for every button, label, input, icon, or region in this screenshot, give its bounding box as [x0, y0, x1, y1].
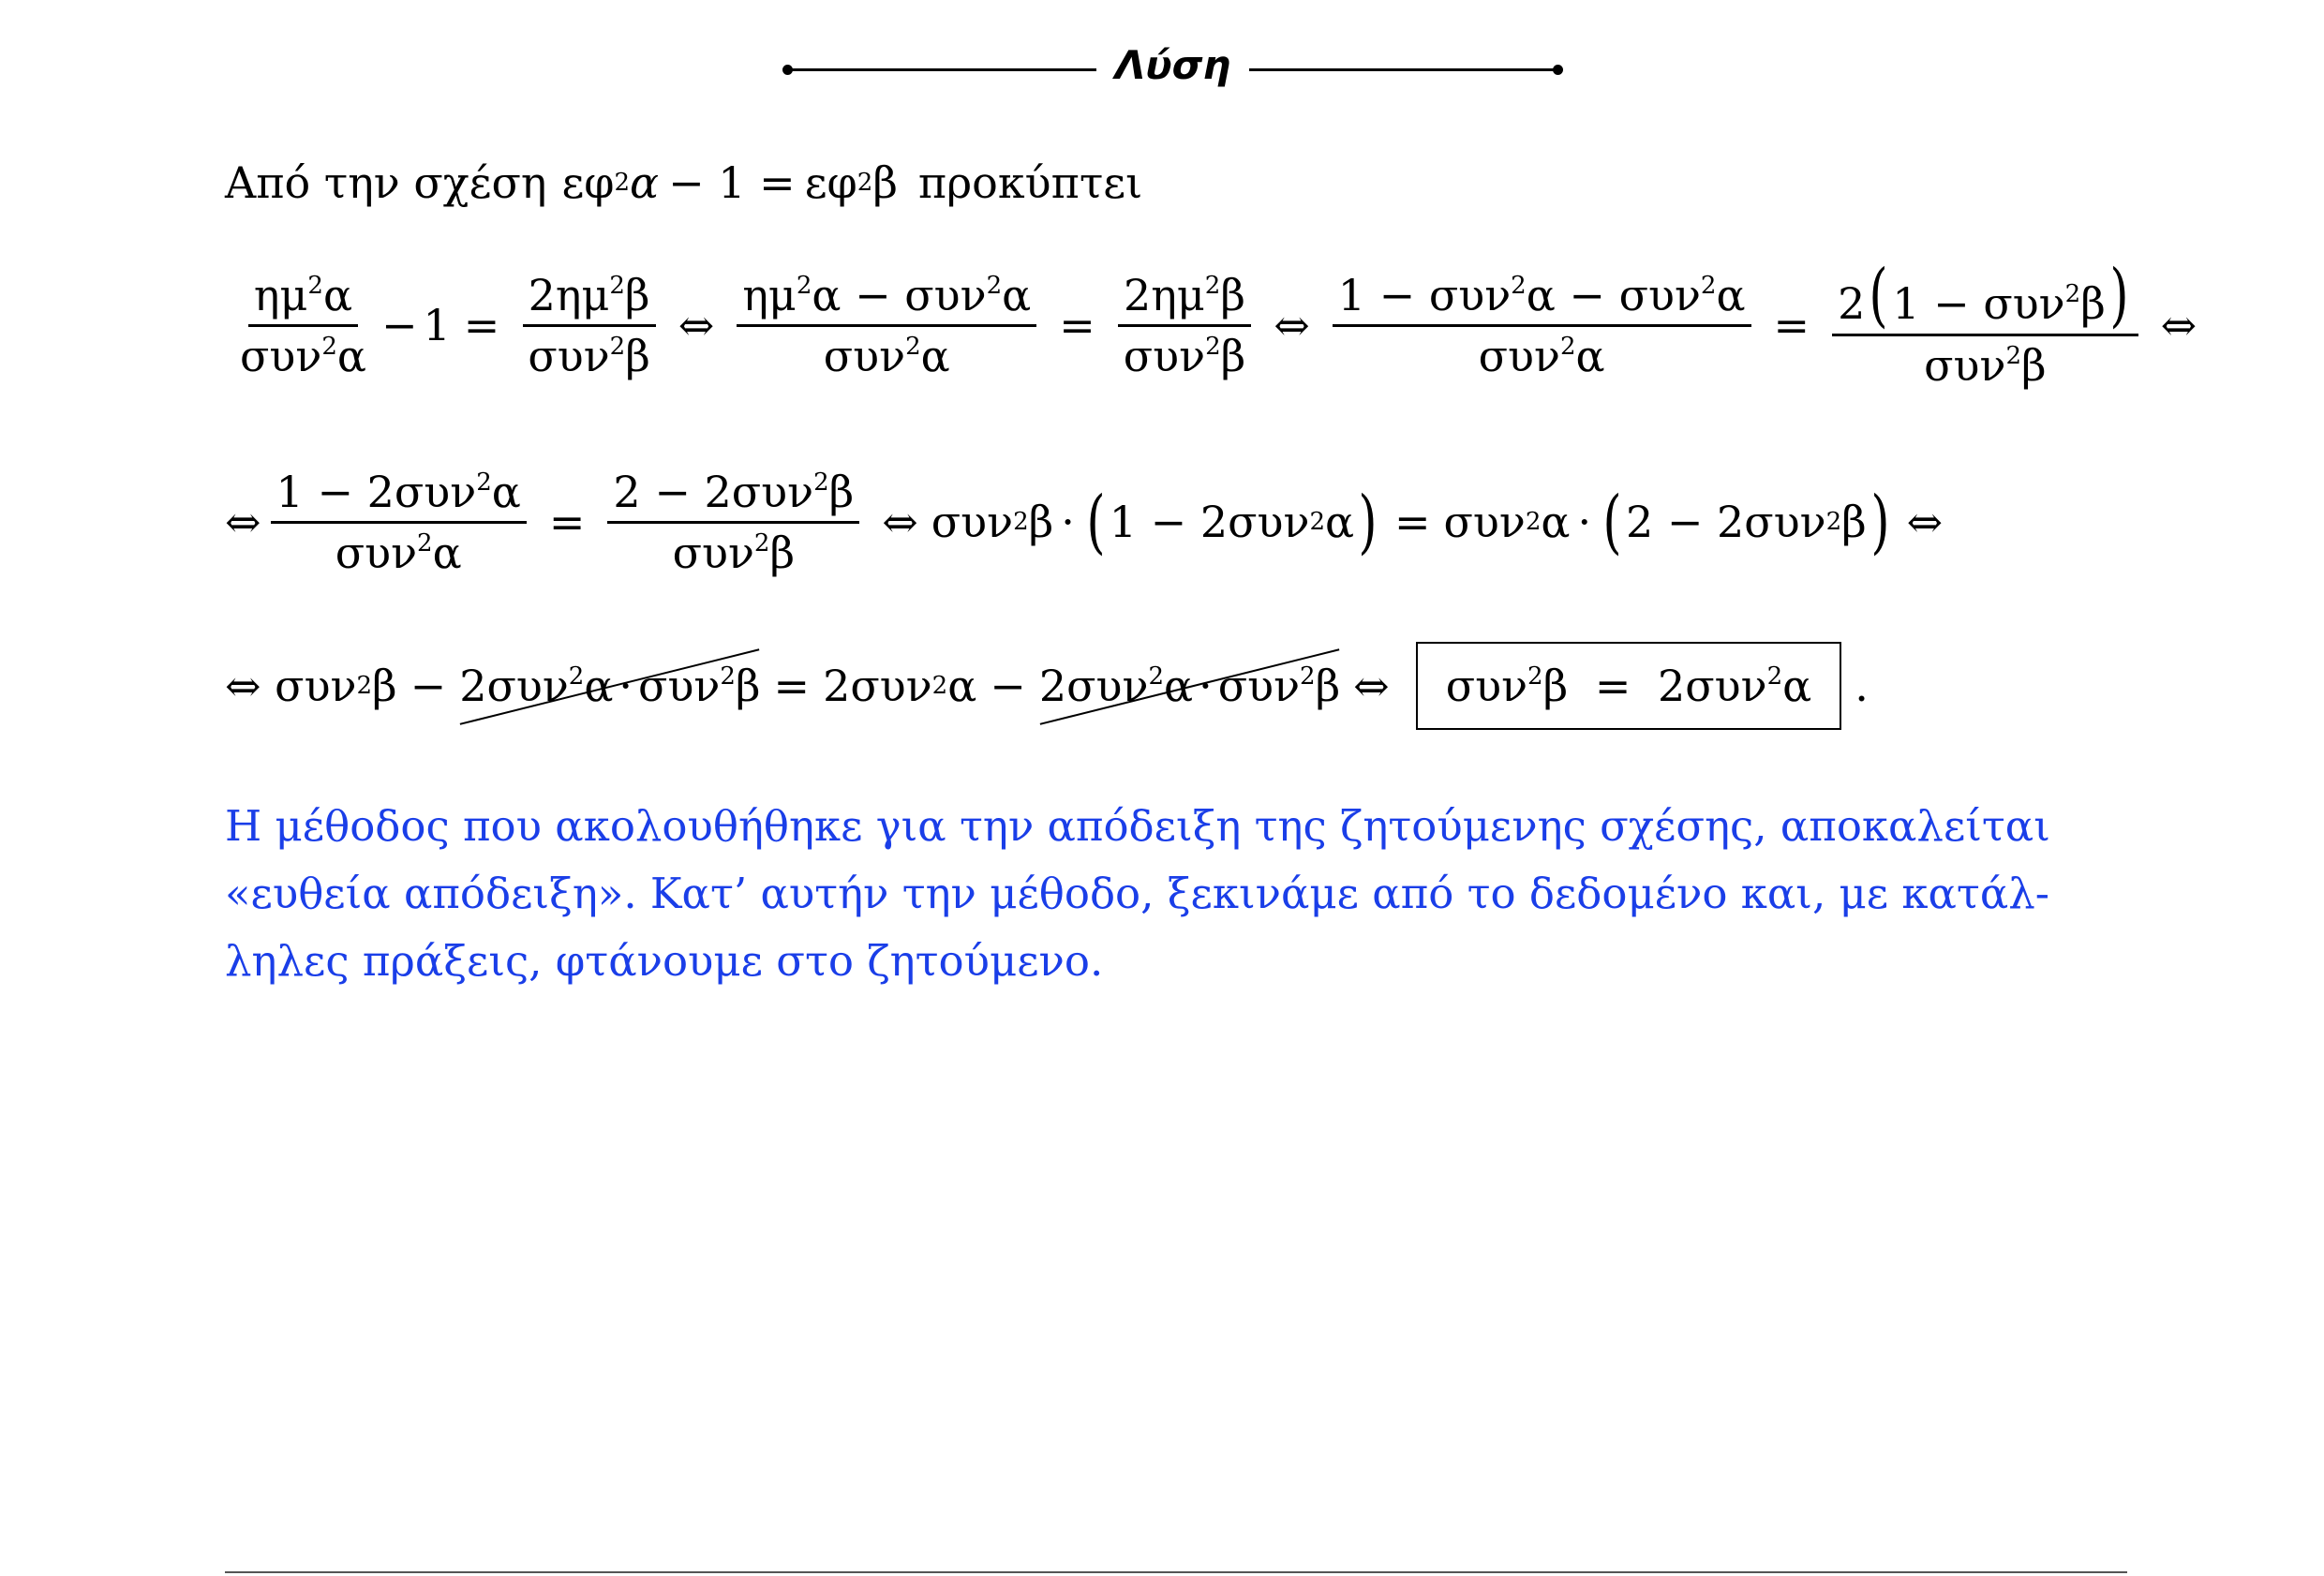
intro-line: Από την σχέση εφ 2 α − 1 = εφ 2 β προκύπτει [225, 157, 1143, 208]
cancelled-term: 2συν$^2$α · συν$^2$β [459, 661, 761, 711]
header-rule-left [787, 68, 1096, 71]
footer-rule [225, 1571, 2127, 1573]
iff-symbol: ⇔ [1353, 661, 1390, 711]
iff-symbol: ⇔ [1274, 300, 1310, 350]
fraction: $\frac{2\eta\mu^2\beta}{\sigma\upsilon\nu^2\beta}$ [522, 270, 655, 381]
boxed-result: συν$^2$β = 2συν$^2$α [1416, 642, 1842, 730]
equation-line-2: ⇔ $\frac{1 - 2\sigma\upsilon\nu^2\alpha}{\sigma\upsilon\nu^2\alpha}$ = $\frac{2 - 2\sigma\upsilon\nu^2\beta}{\sigma\upsilon\nu^2\beta}$ ⇔ συν 2 β · ( 1 − 2 συν 2 α ) = συν 2 α · ( 2 − 2 συν 2 β ) ⇔ [225, 466, 1944, 578]
equation-line-3: ⇔ συν 2 β − 2συν$^2$α · συν$^2$β = 2 συν 2 α − 2συν$^2$α · συν$^2$β ⇔ συν$^2$β = 2συν$^2$α . [225, 647, 1869, 725]
equation-line-1: $\frac{\eta\mu^2\alpha}{\sigma\upsilon\nu^2\alpha}$ − 1 = $\frac{2\eta\mu^2\beta}{\sigma\upsilon\nu^2\beta}$ ⇔ $\frac{\eta\mu^2\alpha - \sigma\upsilon\nu^2\alpha}{\sigma\upsilon\nu^2\alpha}$ = $\frac{2\eta\mu^2\beta}{\sigma\upsilon\nu^2\beta}$ ⇔ $\frac{1 - \sigma\upsilon\nu^2\alpha - \sigma\upsilon\nu^2\alpha}{\sigma\upsilon\nu^2\alpha}$ = $\frac{2(1 - \sigma\upsilon\nu^2\beta)}{\sigma\upsilon\nu^2\beta}$ ⇔ [225, 255, 2210, 395]
fraction: $\frac{2(1 - \sigma\upsilon\nu^2\beta)}{\sigma\upsilon\nu^2\beta}$ [1832, 260, 2138, 391]
fraction: $\frac{\eta\mu^2\alpha - \sigma\upsilon\nu^2\alpha}{\sigma\upsilon\nu^2\alpha}$ [737, 270, 1036, 381]
paragraph-line: Η μέθοδος που ακολουθήθηκε για την απόδειξη της ζητούμενης σχέσης, αποκαλείται [225, 801, 2050, 851]
iff-symbol: ⇔ [882, 497, 918, 547]
fraction: $\frac{\eta\mu^2\alpha}{\sigma\upsilon\nu^2\alpha}$ [240, 269, 366, 381]
header-rule-right [1249, 68, 1558, 71]
fraction: $\frac{1 - 2\sigma\upsilon\nu^2\alpha}{\sigma\upsilon\nu^2\alpha}$ [271, 467, 527, 578]
iff-symbol: ⇔ [2160, 300, 2197, 350]
iff-symbol: ⇔ [1906, 497, 1944, 547]
fraction: $\frac{2 - 2\sigma\upsilon\nu^2\beta}{\sigma\upsilon\nu^2\beta}$ [607, 467, 859, 578]
intro-prefix: Από την σχέση [225, 157, 547, 208]
iff-symbol: ⇔ [678, 300, 715, 350]
iff-symbol: ⇔ [225, 661, 261, 711]
section-title: Λύση [1114, 42, 1231, 88]
iff-symbol: ⇔ [225, 497, 261, 547]
intro-ef: εφ [561, 157, 615, 208]
method-explanation [225, 793, 2099, 995]
paragraph-line: ληλες πράξεις, φτάνουμε στο ζητούμενο. [225, 936, 1104, 986]
header-dot-right [1553, 65, 1563, 75]
intro-suffix: προκύπτει [917, 157, 1143, 208]
paragraph-line: «ευθεία απόδειξη». Κατ’ αυτήν την μέθοδο, ξεκινάμε από το δεδομένο και, με κατάλ- [225, 869, 2049, 918]
fraction: $\frac{1 - \sigma\upsilon\nu^2\alpha - \sigma\upsilon\nu^2\alpha}{\sigma\upsilon\nu^2\alpha}$ [1333, 270, 1751, 381]
cancelled-term: 2συν$^2$α · συν$^2$β [1038, 661, 1341, 711]
fraction: $\frac{2\eta\mu^2\beta}{\sigma\upsilon\nu^2\beta}$ [1118, 270, 1251, 381]
